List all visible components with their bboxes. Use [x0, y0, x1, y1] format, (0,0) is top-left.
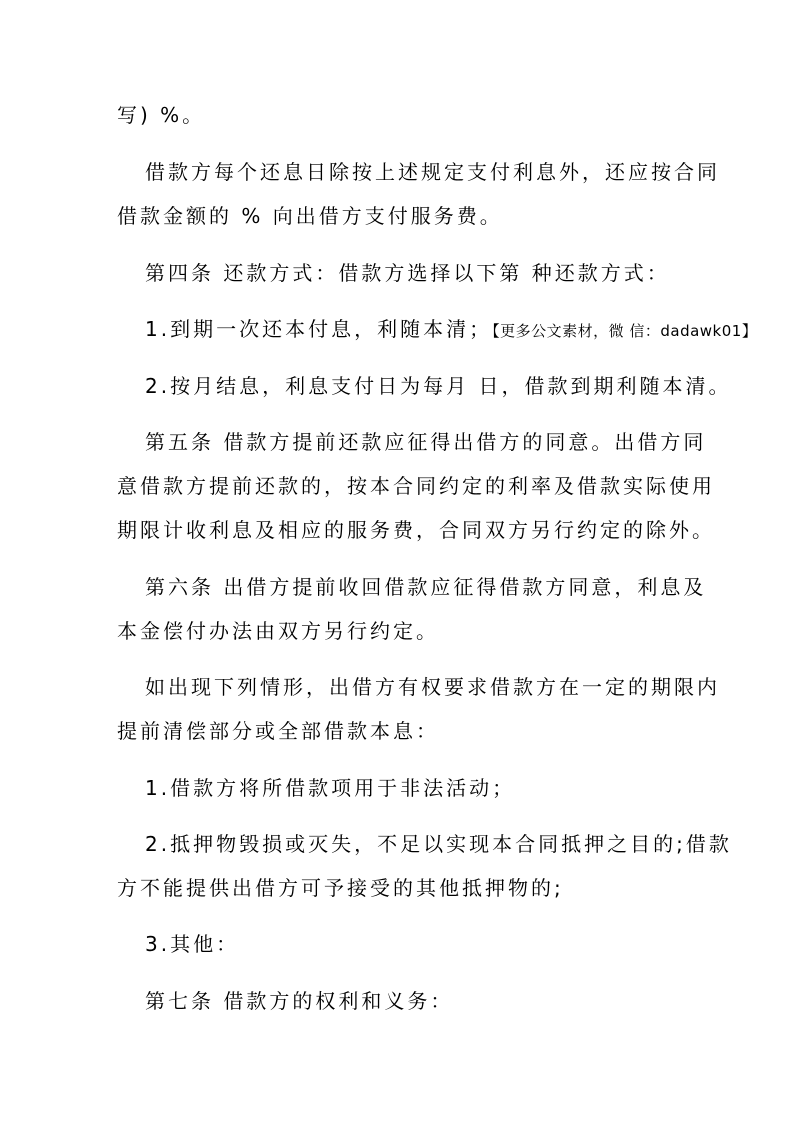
paragraph-text: 1.到期一次还本付息，利随本清；: [145, 317, 493, 341]
watermark-note: 【更多公文素材，微 信：dadawk01】: [492, 322, 758, 340]
paragraph-line: 借款金额的 % 向出借方支付服务费。: [117, 204, 503, 228]
paragraph-line: 第四条 还款方式：借款方选择以下第 种还款方式：: [145, 261, 670, 285]
paragraph-line: 3.其他：: [145, 932, 240, 956]
paragraph-line: 期限计收利息及相应的服务费，合同双方另行约定的除外。: [117, 518, 715, 542]
paragraph-line: 方不能提供出借方可予接受的其他抵押物的;: [117, 876, 564, 900]
paragraph-line: 2.抵押物毁损或灭失，不足以实现本合同抵押之目的;借款: [145, 832, 732, 856]
paragraph-line: 第六条 出借方提前收回借款应征得借款方同意，利息及: [145, 575, 707, 599]
paragraph-line: 提前清偿部分或全部借款本息：: [117, 719, 439, 743]
paragraph-line: 意借款方提前还款的，按本合同约定的利率及借款实际使用: [117, 474, 715, 498]
paragraph-line: 如出现下列情形，出借方有权要求借款方在一定的期限内: [145, 675, 720, 699]
paragraph-line: [145, 317, 793, 343]
paragraph-line: 第五条 借款方提前还款应征得出借方的同意。出借方同: [145, 430, 707, 454]
paragraph-line: 第七条 借款方的权利和义务：: [145, 989, 454, 1013]
paragraph-line: 1.借款方将所借款项用于非法活动；: [145, 776, 516, 800]
paragraph-line: 2.按月结息，利息支付日为每月 日，借款到期利随本清。: [145, 374, 732, 398]
paragraph-line: 写) %。: [117, 103, 206, 127]
paragraph-line: 本金偿付办法由双方另行约定。: [117, 619, 439, 643]
paragraph-line: 借款方每个还息日除按上述规定支付利息外，还应按合同: [145, 160, 720, 184]
